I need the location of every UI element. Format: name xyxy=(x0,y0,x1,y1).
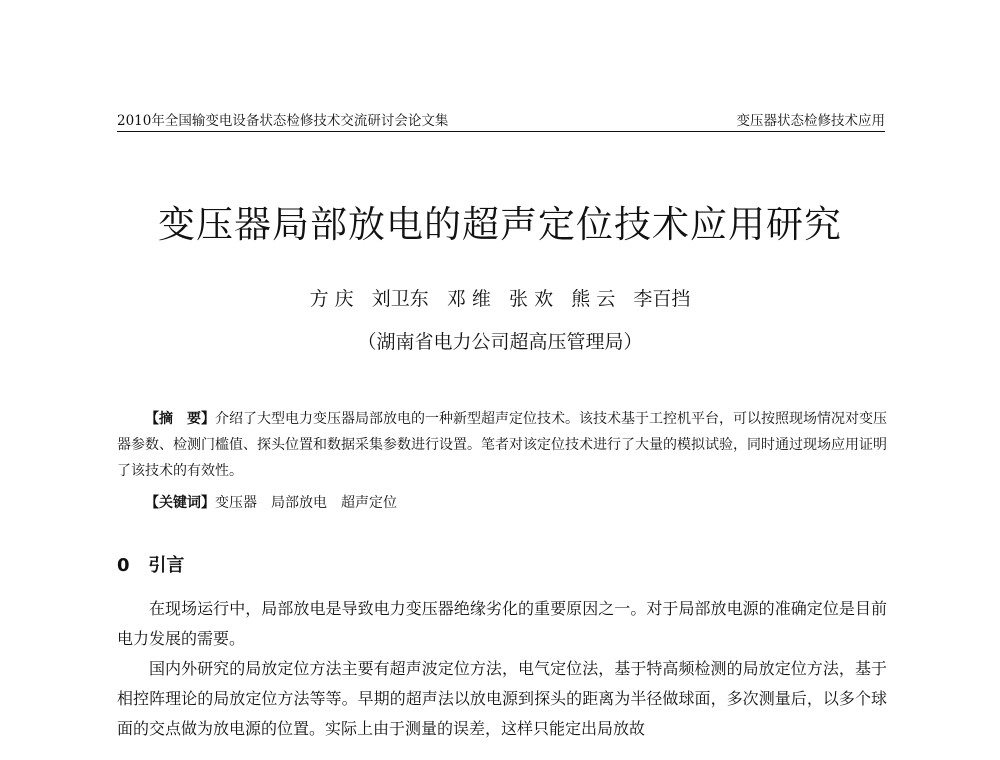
keywords xyxy=(145,490,397,516)
section-heading xyxy=(117,551,184,577)
abstract-label: 【摘 要】 xyxy=(145,411,215,427)
running-header xyxy=(117,105,885,132)
abstract xyxy=(117,406,887,484)
affiliation: （湖南省电力公司超高压管理局） xyxy=(357,331,643,353)
paragraph: 在现场运行中，局部放电是导致电力变压器绝缘劣化的重要原因之一。对于局部放电源的准确定位是目前电力发展的需要。 xyxy=(117,599,887,648)
keywords-text: 变压器 局部放电 超声定位 xyxy=(215,495,397,511)
keywords-label: 【关键词】 xyxy=(145,495,215,511)
abstract-text: 介绍了大型电力变压器局部放电的一种新型超声定位技术。该技术基于工控机平台，可以按照现场情况对变压器参数、检测门槛值、探头位置和数据采集参数进行设置。笔者对该定位技术进行了大量的模拟试验，同时通过现场应用证明了该技术的有效性。 xyxy=(117,411,887,479)
section-title: 引言 xyxy=(148,555,185,576)
paragraph: 国内外研究的局放定位方法主要有超声波定位方法，电气定位法，基于特高频检测的局放定位方法，基于相控阵理论的局放定位方法等等。早期的超声法以放电源到探头的距离为半径做球面，多次测量后，以多个球面的交点做为放电源的位置。实际上由于测量的误差，这样只能定出局放故 xyxy=(117,659,887,738)
header-proceedings-title: 2010年全国输变电设备状态检修技术交流研讨会论文集 xyxy=(117,113,449,129)
paper-title: 变压器局部放电的超声定位技术应用研究 xyxy=(158,203,842,246)
header-section-title: 变压器状态检修技术应用 xyxy=(736,113,885,129)
section-number: 0 xyxy=(117,555,130,576)
body-text xyxy=(117,594,887,744)
author-list: 方 庆 刘卫东 邓 维 张 欢 熊 云 李百挡 xyxy=(309,288,691,310)
